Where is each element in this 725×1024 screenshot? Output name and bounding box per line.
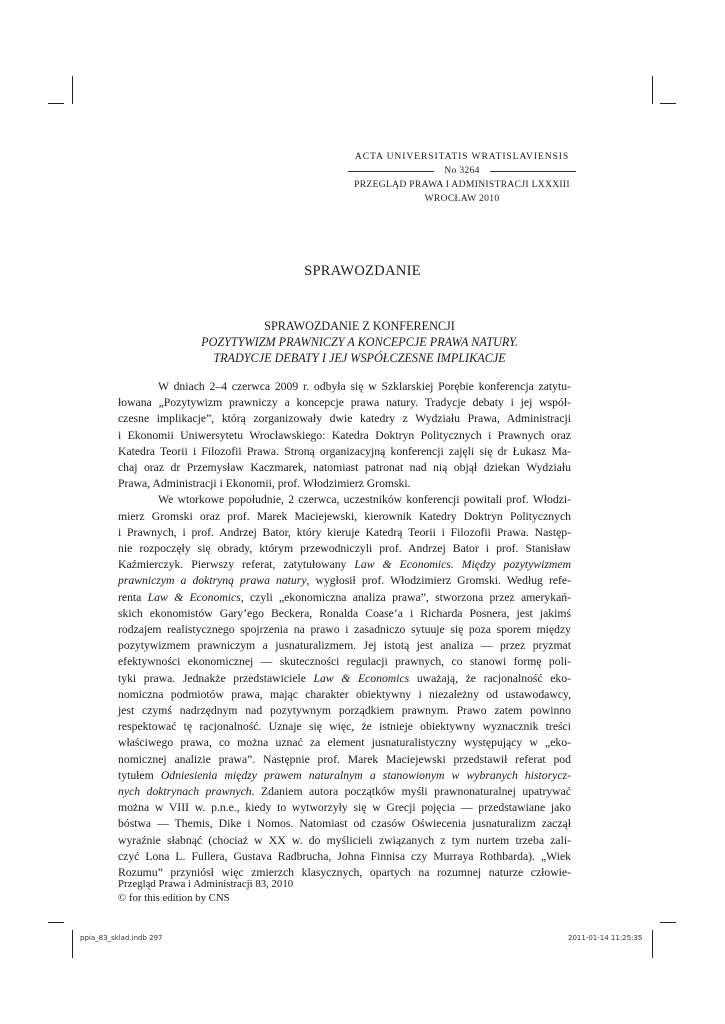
article-title-line-3: TRADYCJE DEBATY I JEJ WSPÓŁCZESNE IMPLIKACJE xyxy=(213,351,506,365)
body-line: czesne implikacje”, którą zorganizowały dwie katedry z Wydziału Prawa, Administracji xyxy=(118,412,571,426)
body-line: rodzajem realistycznego spojrzenia na prawo i zasadniczo sytuuje się poza sporem między xyxy=(118,623,571,637)
body-line: Kaźmierczyk. Pierwszy referat, zatytułowany Law & Economics. Między pozytywizmem xyxy=(118,558,572,572)
body-line: mierz Gromski oraz prof. Marek Maciejewski, kierownik Katedry Doktryn Politycznych xyxy=(118,509,571,523)
body-line: nomicznej analizie prawa”. Następnie prof. Marek Maciejewski przedstawił referat pod xyxy=(118,752,571,766)
article-title-line-1: SPRAWOZDANIE Z KONFERENCJI xyxy=(264,319,455,333)
body-line: We wtorkowe popołudnie, 2 czerwca, uczestników konferencji powitali prof. Włodzi- xyxy=(158,493,571,507)
journal-header xyxy=(338,150,586,206)
body-line: efektywności ekonomicznej — skuteczności regulacji prawnych, co stanowi formę poli- xyxy=(118,655,571,669)
body-line: nie rozpoczęły się obrady, którym przewodniczyli prof. Andrzej Bator i prof. Stanisław xyxy=(118,542,571,556)
body-line: respektować tę racjonalność. Uznaje się więc, że istnieje obiektywny wyznacznik treści xyxy=(118,720,571,734)
body-line: renta Law & Economics, czyli „ekonomiczna analiza prawa”, stworzona przez amerykań- xyxy=(118,590,572,604)
body-line: czyć Lona L. Fullera, Gustava Radbrucha, Johna Finnisa czy Murraya Rothbarda). „Wiek xyxy=(118,849,571,863)
place-year: WROCŁAW 2010 xyxy=(424,193,500,204)
journal-series: ACTA UNIVERSITATIS WRATISLAVIENSIS xyxy=(354,151,570,162)
body-line: chaj oraz dr Przemysław Kaczmarek, natomiast patronat nad nią objął dziekan Wydziału xyxy=(118,461,571,475)
body-line: jest czymś nadrzędnym nad pozytywnym porządkiem prawnym. Prawo zatem powinno xyxy=(118,704,571,718)
crop-mark xyxy=(48,922,64,923)
crop-mark xyxy=(72,76,73,104)
body-line: tytułem Odniesienia między prawem naturalnym a stanowionym w wybranych historycz- xyxy=(118,768,571,782)
body-line: W dniach 2–4 czerwca 2009 r. odbyła się w Szklarskiej Porębie konferencja zatytu- xyxy=(158,380,571,393)
crop-mark xyxy=(652,76,653,104)
body-line: Katedra Teorii i Filozofii Prawa. Stroną organizacyjną konferencji zajęli się dr Łukasz Ma- xyxy=(118,444,571,458)
rule-left xyxy=(348,171,434,172)
body-line: nomiczna podmiotów prawa, mając charakter obiektywny i niezależny od ustawodawcy, xyxy=(118,687,571,701)
print-slug-timestamp: 2011-01-14 11:25:35 xyxy=(568,934,643,942)
article-title xyxy=(118,318,601,366)
section-title: SPRAWOZDANIE xyxy=(304,263,421,279)
body-line: można w VIII w. p.n.e., kiedy to wytworzyły się w Grecji pojęcia — przedstawiane jako xyxy=(118,801,571,815)
body-line: Prawa, Administracji i Ekonomii, prof. Włodzimierz Gromski. xyxy=(118,477,411,491)
journal-name: PRZEGLĄD PRAWA I ADMINISTRACJI LXXXIII xyxy=(354,179,570,190)
body-line: wyraźnie słabnąć (chociaż w XX w. do myślicieli związanych z tym nurtem trzeba zali- xyxy=(118,833,571,847)
body-line: właściwego prawa, co można uznać za element jusnaturalistyczny występujący w „eko- xyxy=(118,736,571,750)
body-line: i Prawnych, i prof. Andrzej Bator, który kieruje Katedrą Teorii i Filozofii Prawa. Następ- xyxy=(118,525,571,539)
issue-number-row xyxy=(338,164,586,178)
body-line: nych doktrynach prawnych. Zdaniem autora początków myśli prawnonaturalnej upatrywać xyxy=(118,785,572,799)
article-title-line-2: POZYTYWIZM PRAWNICZY A KONCEPCJE PRAWA NATURY. xyxy=(201,335,518,349)
footer-note xyxy=(118,877,293,905)
body-line: i Ekonomii Uniwersytetu Wrocławskiego: Katedra Doktryn Politycznych i Prawnych oraz xyxy=(118,428,571,442)
body-line: tyki prawa. Jednakże przedstawiciele Law & Economics uważają, że racjonalność eko- xyxy=(118,671,572,685)
body-text xyxy=(118,379,571,881)
body-line: skich ekonomistów Gary’ego Beckera, Ronalda Coase’a i Richarda Posnera, jest jakimś xyxy=(118,606,571,620)
body-line: pozytywizmem prawniczym a jusnaturalizmem. Jej istotą jest analiza — przez pryzmat xyxy=(118,639,571,653)
body-line: łowana „Pozytywizm prawniczy a koncepcje prawa natury. Tradycje debaty i jej współ- xyxy=(118,396,571,410)
print-slug-file: ppia_83_sklad.indb 297 xyxy=(80,934,163,942)
crop-mark xyxy=(660,922,676,923)
crop-mark xyxy=(72,930,73,958)
footer-copyright: © for this edition by CNS xyxy=(118,892,230,904)
issue-number: No 3264 xyxy=(444,165,480,176)
crop-mark xyxy=(652,930,653,958)
footer-citation: Przegląd Prawa i Administracji 83, 2010 xyxy=(118,878,294,890)
crop-mark xyxy=(660,103,676,104)
body-line: prawniczym a doktryną prawa natury, wygłosił prof. Włodzimierz Gromski. Według refe- xyxy=(118,574,571,588)
crop-mark xyxy=(48,103,64,104)
rule-right xyxy=(490,171,576,172)
body-line: bóstwa — Themis, Dike i Nomos. Natomiast od czasów Oświecenia jusnaturalizm zaczął xyxy=(118,817,571,831)
body-line: Rozumu” przyniósł więc zmierzch klasycznych, opartych na rozumnej naturze człowie- xyxy=(118,866,571,880)
